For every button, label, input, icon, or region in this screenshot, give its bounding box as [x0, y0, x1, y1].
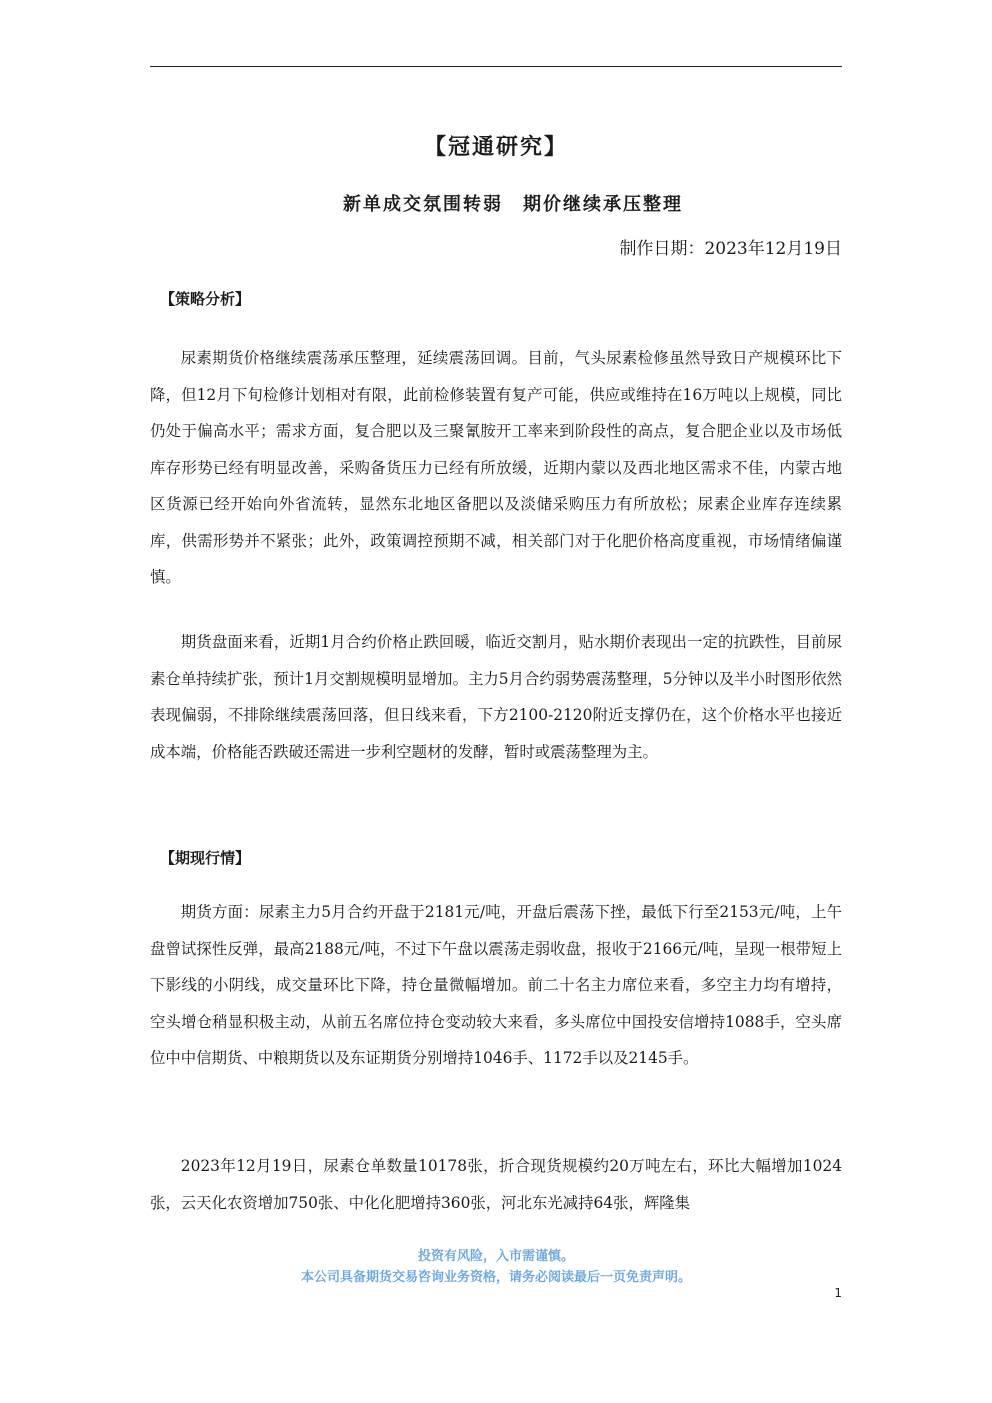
disclaimer-notice: 本公司具备期货交易咨询业务资格，请务必阅读最后一页免责声明。: [300, 1270, 691, 1285]
report-date: 制作日期：2023年12月19日: [619, 239, 842, 259]
risk-warning: 投资有风险，入市需谨慎。: [417, 1249, 574, 1264]
report-title: 新单成交氛围转弱 期价继续承压整理: [343, 194, 683, 215]
brand-title: 【冠通研究】: [423, 134, 568, 160]
strategy-paragraph-1: 尿素期货价格继续震荡承压整理，延续震荡回调。目前，气头尿素检修虽然导致日产规模环比下降，但12月下旬检修计划相对有限，此前检修装置有复产可能，供应或维持在16万吨以上规模，同比仍处于偏高水平；需求方面，复合肥以及三聚氰胺开工率来到阶段性的高点，复合肥企业以及市场低库存形势已经有明显改善，采购备货压力已经有所放缓，近期内蒙以及西北地区需求不佳，内蒙古地区货源已经开始向外省流转，显然东北地区备肥以及淡储采购压力有所放松；尿素企业库存连续累库，供需形势并不紧张；此外，政策调控预期不减，相关部门对于化肥价格高度重视，市场情绪偏谨慎。: [150, 349, 842, 586]
section-heading-market: 【期现行情】: [160, 849, 251, 867]
market-paragraph-2: 2023年12月19日，尿素仓单数量10178张，折合现货规模约20万吨左右，环比大幅增加1024张，云天化农资增加750张、中化化肥增持360张，河北东光减持64张，辉隆集: [150, 1157, 842, 1212]
market-paragraph-1: 期货方面：尿素主力5月合约开盘于2181元/吨，开盘后震荡下挫，最低下行至2153元/吨，上午盘曾试探性反弹，最高2188元/吨，不过下午盘以震荡走弱收盘，报收于2166元/吨，呈现一根带短上下影线的小阴线，成交量环比下降，持仓量微幅增加。前二十名主力席位来看，多空主力均有增持，空头增仓稍显积极主动，从前五名席位持仓变动较大来看，多头席位中国投安信增持1088手，空头席位中中信期货、中粮期货以及东证期货分别增持1046手、1172手以及2145手。: [150, 903, 842, 1067]
page-number: 1: [834, 1286, 842, 1300]
section-heading-strategy: 【策略分析】: [160, 290, 251, 308]
header-rule: [150, 66, 842, 67]
strategy-paragraph-2: 期货盘面来看，近期1月合约价格止跌回暖，临近交割月，贴水期价表现出一定的抗跌性，目前尿素仓单持续扩张，预计1月交割规模明显增加。主力5月合约弱势震荡整理，5分钟以及半小时图形依然表现偏弱，不排除继续震荡回落，但日线来看，下方2100-2120附近支撑仍在，这个价格水平也接近成本端，价格能否跌破还需进一步利空题材的发酵，暂时或震荡整理为主。: [150, 633, 842, 761]
